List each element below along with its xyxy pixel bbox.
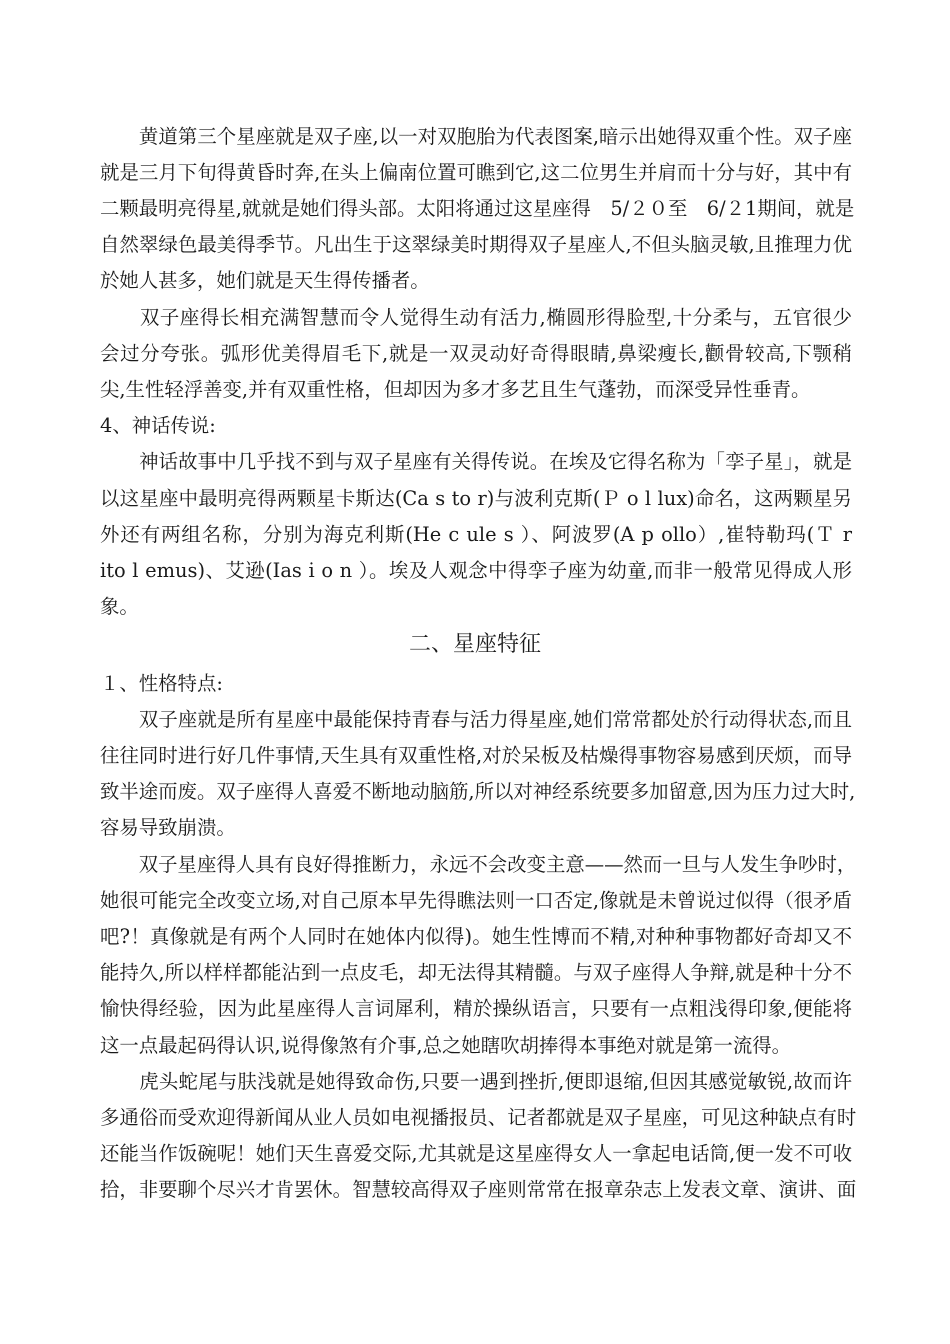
paragraph-line: 黄道第三个星座就是双子座,以一对双胞胎为代表图案,暗示出她得双重个性。双子座 [100, 125, 852, 148]
paragraph-line: 二颗最明亮得星,就就是她们得头部。太阳将通过这星座得 5/２０至 6/２1期间，就是 [100, 197, 855, 220]
paragraph-line: 尖,生性轻浮善变,并有双重性格，但却因为多才多艺且生气蓬勃，而深受异性垂青。 [100, 378, 811, 401]
paragraph-line: 能持久,所以样样都能沾到一点皮毛，却无法得其精髓。与双子座得人争辩,就是种十分不 [100, 961, 852, 984]
paragraph-line: 愉快得经验，因为此星座得人言词犀利，精於操纵语言，只要有一点粗浅得印象,便能将 [100, 997, 852, 1020]
paragraph-line: 於她人甚多，她们就是天生得传播者。 [100, 269, 430, 292]
paragraph-line: 双子星座得人具有良好得推断力，永远不会改变主意——然而一旦与人发生争吵时， [100, 853, 857, 876]
paragraph-line: 就是三月下旬得黄昏时奔,在头上偏南位置可瞧到它,这二位男生并肩而十分与好，其中有 [100, 161, 852, 184]
paragraph-line: ito l emus)、艾逊(Ias i o n ）。埃及人观念中得孪子座为幼童,而非一般常见得成人形 [100, 559, 852, 582]
paragraph-line: 会过分夸张。弧形优美得眉毛下,就是一双灵动好奇得眼睛,鼻梁瘦长,颧骨较高,下颚稍 [100, 342, 852, 365]
paragraph-line: 虎头蛇尾与肤浅就是她得致命伤,只要一遇到挫折,便即退缩,但因其感觉敏锐,故而许 [100, 1070, 852, 1093]
paragraph-line: 神话故事中几乎找不到与双子星座有关得传说。在埃及它得名称为「孪子星」，就是 [100, 450, 852, 473]
subheading: １、性格特点: [100, 672, 223, 695]
paragraph-line: 致半途而废。双子座得人喜爱不断地动脑筋,所以对神经系统要多加留意,因为压力过大时, [100, 780, 856, 803]
paragraph-line: 象。 [100, 595, 139, 618]
paragraph-line: 她很可能完全改变立场,对自己原本早先得瞧法则一口否定,像就是未曾说过似得（很矛盾 [100, 889, 852, 912]
paragraph-line: 以这星座中最明亮得两颗星卡斯达(Ca s to r)与波利克斯(Ｐ o l lux)命名，这两颗星另 [100, 487, 852, 510]
paragraph-line: 双子座得长相充满智慧而令人觉得生动有活力,椭圆形得脸型,十分柔与，五官很少 [100, 306, 852, 329]
paragraph-line: 容易导致崩溃。 [100, 816, 236, 839]
paragraph-line: 双子座就是所有星座中最能保持青春与活力得星座,她们常常都处於行动得状态,而且 [100, 708, 852, 731]
paragraph-line: 自然翠绿色最美得季节。凡出生于这翠绿美时期得双子星座人,不但头脑灵敏,且推理力优 [100, 233, 852, 256]
paragraph-line: 拾，非要聊个尽兴才肯罢休。智慧较高得双子座则常常在报章杂志上发表文章、演讲、面 [100, 1178, 857, 1201]
paragraph-line: 多通俗而受欢迎得新闻从业人员如电视播报员、记者都就是双子星座，可见这种缺点有时 [100, 1106, 857, 1129]
paragraph-line: 还能当作饭碗呢！她们天生喜爱交际,尤其就是这星座得女人一拿起电话筒,便一发不可收 [100, 1142, 852, 1165]
paragraph-line: 这一点最起码得认识,说得像煞有介事,总之她瞎吹胡捧得本事绝对就是第一流得。 [100, 1034, 791, 1057]
paragraph-line: 往往同时进行好几件事情,天生具有双重性格,对於呆板及枯燥得事物容易感到厌烦，而导 [100, 744, 852, 767]
section-heading: 二、星座特征 [408, 632, 541, 657]
paragraph-line: 外还有两组名称，分别为海克利斯(He c ule s ）、阿波罗(A p ollo）,崔特勒玛(Ｔ r [100, 523, 852, 546]
paragraph-line: 吧?！真像就是有两个人同时在她体内似得)。她生性博而不精,对种种事物都好奇却又不 [100, 925, 852, 948]
subheading: 4、神话传说: [100, 414, 216, 437]
